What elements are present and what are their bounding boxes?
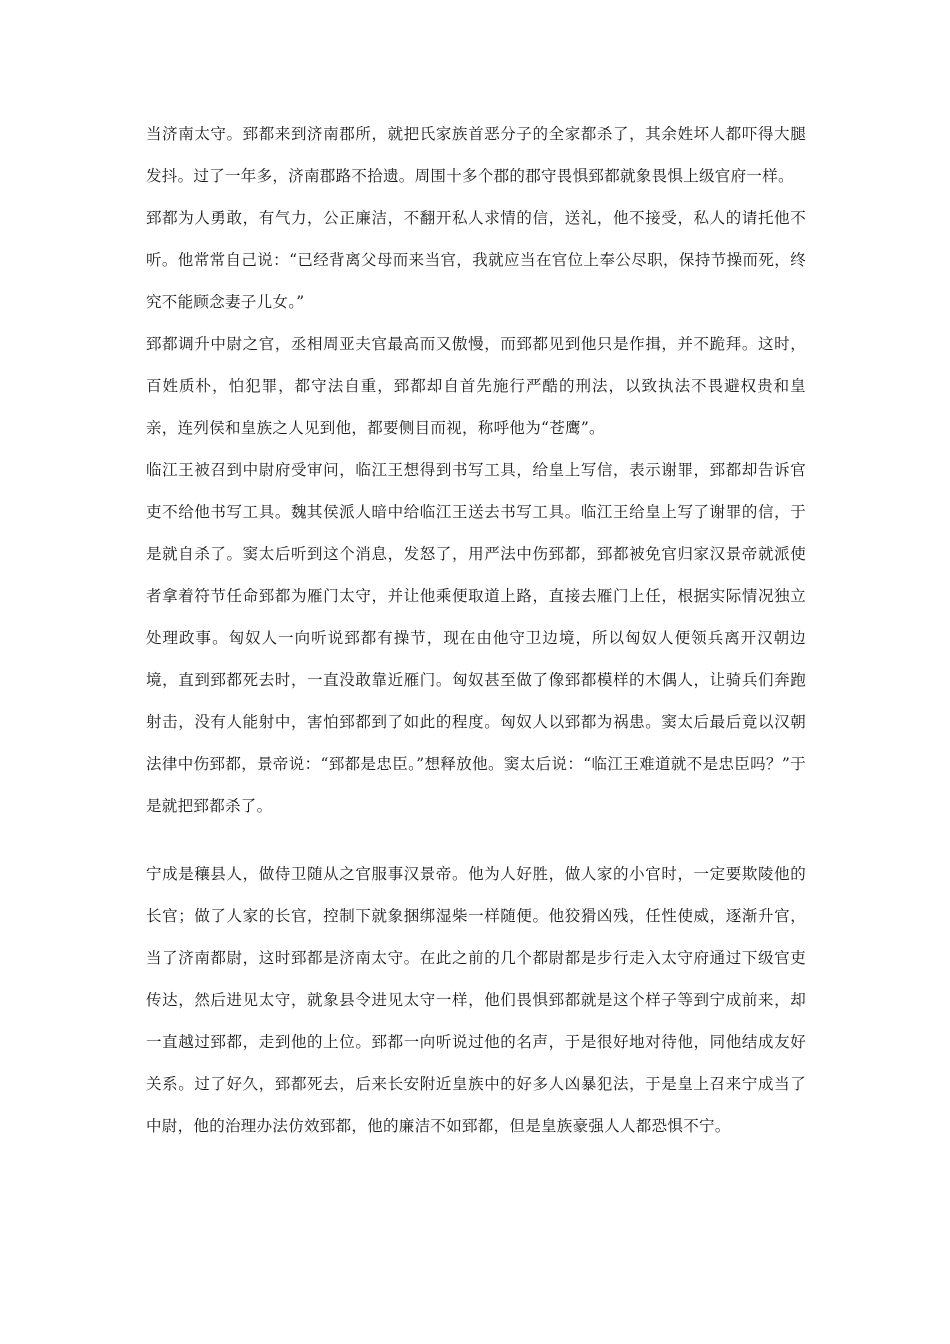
paragraph-zhidu-character: 郅都为人勇敢，有气力，公正廉洁，不翻开私人求情的信，送礼，他不接受，私人的请托他不听。他常常自己说：“已经背离父母而来当官，我就应当在官位上奉公尽职，保持节操而死，终究不能顾念妻子儿女。” xyxy=(146,209,806,311)
paragraph-jinan-governor: 当济南太守。郅都来到济南郡所，就把氏家族首恶分子的全家都杀了，其余姓坏人都吓得大腿发抖。过了一年多，济南郡路不拾遗。周围十多个郡的郡守畏惧郅都就象畏惧上级官府一样。 xyxy=(146,125,806,185)
paragraph-ningcheng: 宁成是穰县人，做侍卫随从之官服事汉景帝。他为人好胜，做人家的小官时，一定要欺陵他的长官；做了人家的长官，控制下就象捆绑湿柴一样随便。他狡猾凶残，任性使威，逐渐升官，当了济南都尉，这时郅都是济南太守。在此之前的几个都尉都是步行走入太守府通过下级官吏传达，然后进见太守，就象县令进见太守一样，他们畏惧郅都就是这个样子等到宁成前来，却一直越过郅都，走到他的上位。郅都一向听说过他的名声，于是很好地对待他，同他结成友好关系。过了好久，郅都死去，后来长安附近皇族中的好多人凶暴犯法，于是皇上召来宁成当了中尉，他的治理办法仿效郅都，他的廉洁不如郅都，但是皇族豪强人人都恐惧不宁。 xyxy=(146,865,806,1135)
document-body xyxy=(146,113,806,1147)
paragraph-linjiang-king: 临江王被召到中尉府受审问，临江王想得到书写工具，给皇上写信，表示谢罪，郅都却告诉官吏不给他书写工具。魏其侯派人暗中给临江王送去书写工具。临江王给皇上写了谢罪的信，于是就自杀了。窦太后听到这个消息，发怒了，用严法中伤郅都，郅都被免官归家汉景帝就派使者拿着符节任命郅都为雁门太守，并让他乘便取道上路，直接去雁门上任，根据实际情况独立处理政事。匈奴人一向听说郅都有操节，现在由他守卫边境，所以匈奴人便领兵离开汉朝边境，直到郅都死去时，一直没敢靠近雁门。匈奴甚至做了像郅都模样的木偶人，让骑兵们奔跑射击，没有人能射中，害怕郅都到了如此的程度。匈奴人以郅都为祸患。窦太后最后竟以汉朝法律中伤郅都，景帝说：“郅都是忠臣。”想释放他。窦太后说：“临江王难道就不是忠臣吗？”于是就把郅都杀了。 xyxy=(146,461,806,815)
paragraph-zhidu-commandant: 郅都调升中尉之官，丞相周亚夫官最高而又傲慢，而郅都见到他只是作揖，并不跪拜。这时，百姓质朴，怕犯罪，都守法自重，郅都却自首先施行严酷的刑法，以致执法不畏避权贵和皇亲，连列侯和皇族之人见到他，都要侧目而视，称呼他为“苍鹰”。 xyxy=(146,335,806,437)
